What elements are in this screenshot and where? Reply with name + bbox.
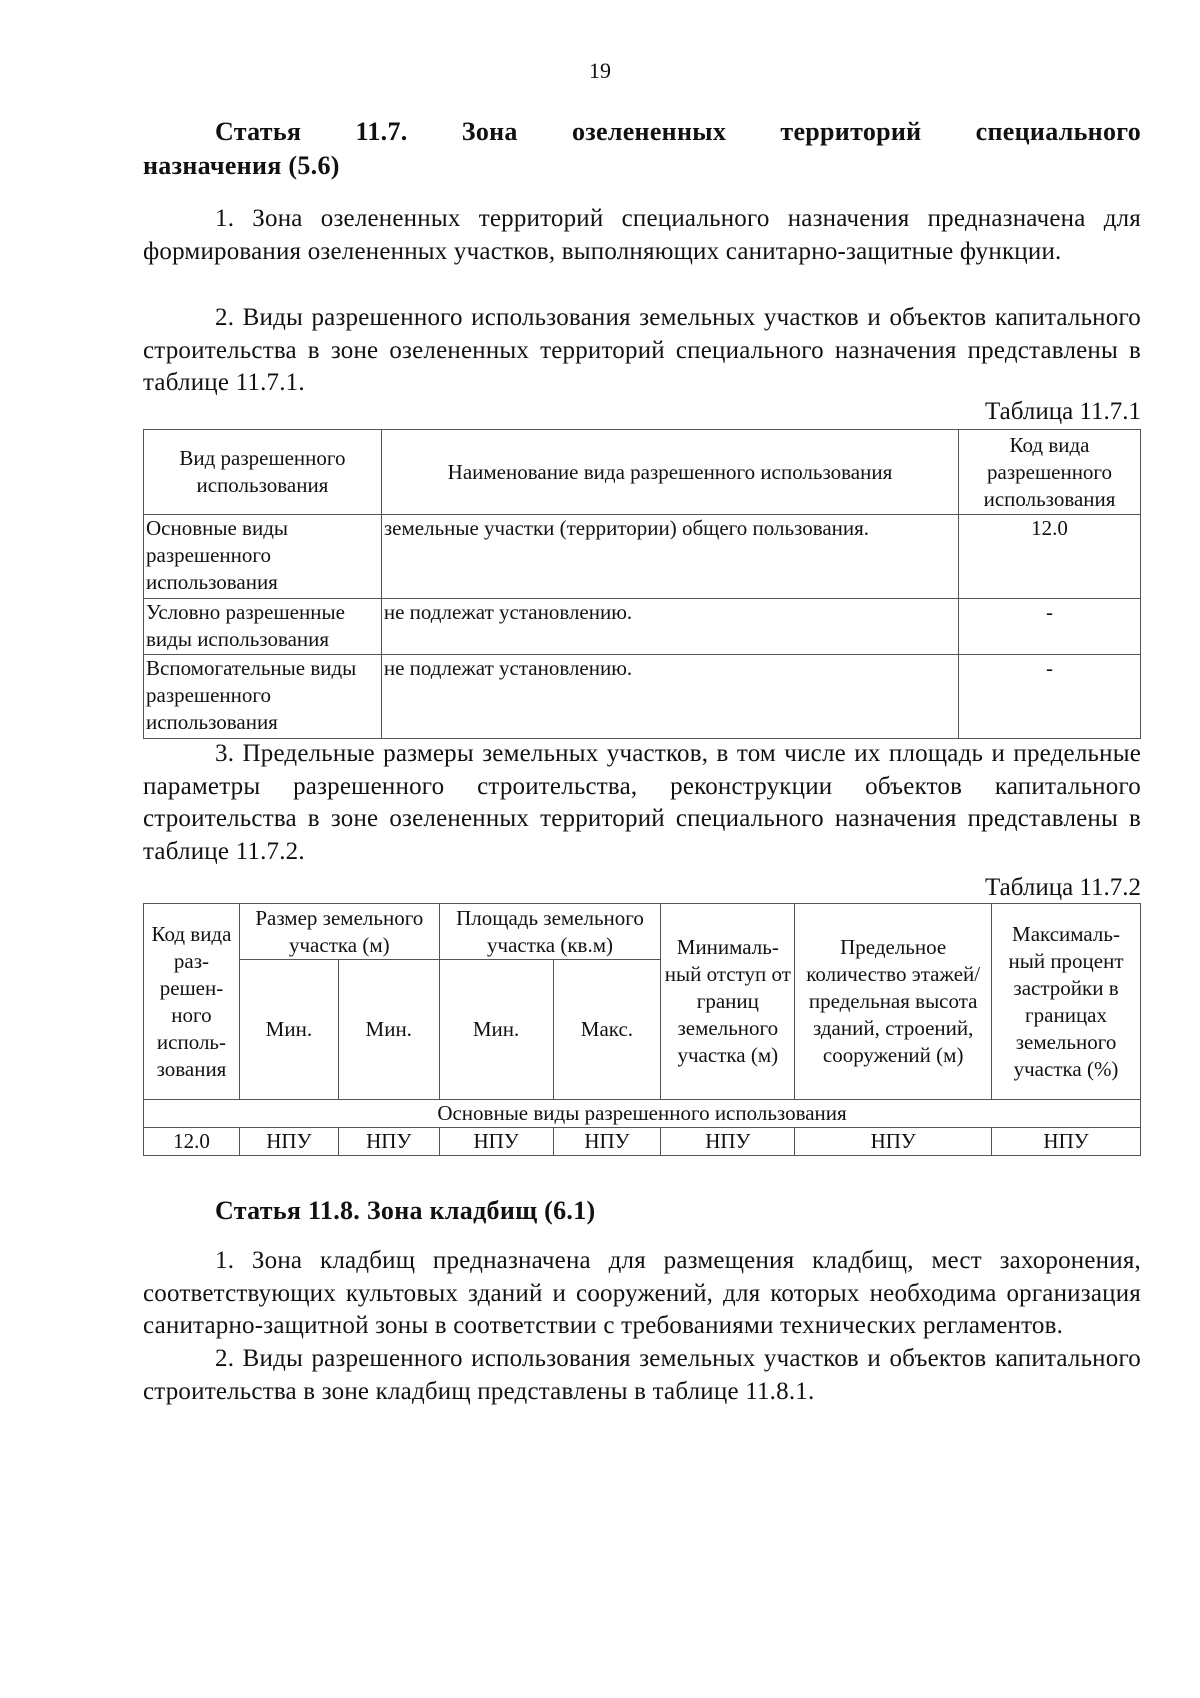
t2-header-size-min: Мин.: [239, 960, 338, 1100]
heading-word: озелененных: [571, 117, 727, 146]
table-11-7-2-caption: Таблица 11.7.2: [985, 874, 1141, 901]
t2-cell: НПУ: [661, 1128, 795, 1156]
t1-cell: не подлежат установлению.: [381, 655, 958, 739]
article-11-7-paragraph-3: 3. Предельные размеры земельных участков, в том числе их площадь и предельные параметры разрешенного строительства, реконструкции объектов капитального строительства в зоне озелененных территорий специального назначения представлены в таблице 11.7.2.: [143, 740, 1141, 865]
t2-cell: НПУ: [439, 1128, 553, 1156]
t2-section-label: Основные виды разрешенного использования: [144, 1100, 1141, 1128]
t2-header-floors: Предельное количество этажей/ предельная высота зданий, строений, сооружений (м): [795, 904, 992, 1100]
t2-header-area: Площадь земельного участка (кв.м): [439, 904, 661, 960]
heading-word: Зона: [461, 117, 518, 146]
t2-header-coverage: Максималь-ный процент застройки в границах земельного участка (%): [992, 904, 1141, 1100]
t1-cell: Условно разрешенные виды использования: [144, 599, 382, 655]
article-11-8-heading: Статья 11.8. Зона кладбищ (6.1): [215, 1196, 596, 1225]
table-row: [144, 1128, 1141, 1156]
t2-cell: НПУ: [795, 1128, 992, 1156]
article-11-7-heading: [143, 115, 1141, 183]
t2-header-size-min: Мин.: [338, 960, 439, 1100]
t2-cell: НПУ: [553, 1128, 661, 1156]
heading-line2: назначения (5.6): [143, 151, 340, 180]
article-11-7-paragraph-1: 1. Зона озелененных территорий специального назначения предназначена для формирования озелененных участков, выполняющих санитарно-защитные функции.: [143, 205, 1141, 265]
t1-cell: Вспомогательные виды разрешенного использования: [144, 655, 382, 739]
t2-header-area-min: Мин.: [439, 960, 553, 1100]
t2-cell: НПУ: [338, 1128, 439, 1156]
heading-word: специального: [975, 117, 1141, 146]
t1-cell: -: [959, 655, 1141, 739]
t1-header-type: Вид разрешенного использования: [144, 430, 382, 515]
t2-cell: 12.0: [144, 1128, 240, 1156]
table-11-7-1: [143, 429, 1141, 739]
t1-cell: не подлежат установлению.: [381, 599, 958, 655]
table-row: [144, 599, 1141, 655]
t2-header-area-max: Макс.: [553, 960, 661, 1100]
t1-cell: земельные участки (территории) общего пользования.: [381, 515, 958, 599]
t2-cell: НПУ: [992, 1128, 1141, 1156]
article-11-7-paragraph-2: 2. Виды разрешенного использования земельных участков и объектов капитального строительства в зоне озелененных территорий специального назначения представлены в таблице 11.7.1.: [143, 304, 1141, 396]
table-11-7-2: [143, 903, 1141, 1156]
page-number: 19: [589, 58, 611, 83]
t1-cell: 12.0: [959, 515, 1141, 599]
t1-header-name: Наименование вида разрешенного использования: [381, 430, 958, 515]
table-row: [144, 655, 1141, 739]
heading-word: 11.7.: [355, 117, 408, 146]
t1-cell: -: [959, 599, 1141, 655]
t1-header-code: Код вида разрешенного использования: [959, 430, 1141, 515]
heading-word: Статья: [215, 117, 302, 146]
t2-cell: НПУ: [239, 1128, 338, 1156]
article-11-8-paragraph-2: 2. Виды разрешенного использования земельных участков и объектов капитального строительства в зоне кладбищ представлены в таблице 11.8.1.: [143, 1345, 1141, 1405]
table-11-7-1-caption: Таблица 11.7.1: [985, 398, 1141, 425]
table-row: [144, 515, 1141, 599]
t1-cell: Основные виды разрешенного использования: [144, 515, 382, 599]
heading-word: территорий: [780, 117, 922, 146]
article-11-8-paragraph-1: 1. Зона кладбищ предназначена для размещения кладбищ, мест захоронения, соответствующих культовых зданий и сооружений, для которых необходима организация санитарно-защитной зоны в соответствии с требованиями технических регламентов.: [143, 1247, 1141, 1339]
t2-header-code: Код вида раз-решен-ного исполь-зования: [144, 904, 240, 1100]
t2-header-size: Размер земельного участка (м): [239, 904, 439, 960]
t2-header-setback: Минималь-ный отступ от границ земельного участка (м): [661, 904, 795, 1100]
